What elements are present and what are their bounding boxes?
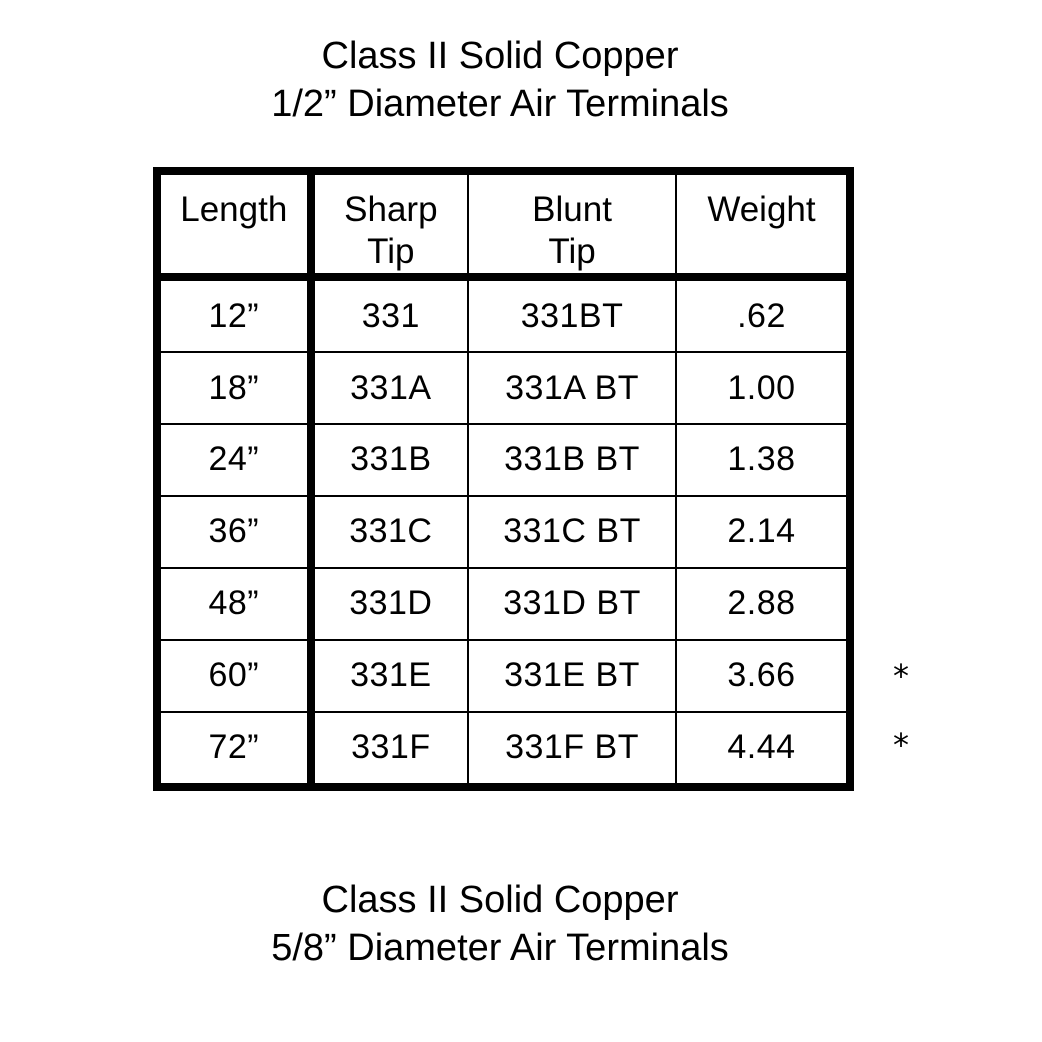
cell-length: 72”: [157, 712, 311, 787]
top-title-line-1: Class II Solid Copper: [321, 35, 679, 77]
cell-length: 48”: [157, 568, 311, 640]
cell-weight: 1.00: [676, 352, 850, 424]
cell-blunt-tip: 331A BT: [468, 352, 676, 424]
cell-sharp-tip: 331D: [311, 568, 469, 640]
header-sharp-line-1: Sharp: [344, 190, 438, 229]
cell-blunt-tip: 331BT: [468, 277, 676, 352]
table-header-row: [157, 171, 850, 277]
cell-weight: 2.88: [676, 568, 850, 640]
top-title: [0, 32, 1000, 128]
cell-length: 36”: [157, 496, 311, 568]
cell-weight: 4.44: [676, 712, 850, 787]
table-row: [157, 277, 850, 352]
bottom-title-line-1: Class II Solid Copper: [321, 879, 679, 921]
header-blunt-line-1: Blunt: [532, 190, 612, 229]
header-blunt-tip: [468, 171, 676, 277]
cell-weight: 3.66: [676, 640, 850, 712]
cell-sharp-tip: 331B: [311, 424, 469, 496]
asterisk-note-row-60: *: [893, 657, 909, 695]
cell-length: 12”: [157, 277, 311, 352]
header-sharp-tip: [311, 171, 469, 277]
header-weight: [676, 171, 850, 277]
cell-length: 24”: [157, 424, 311, 496]
header-length: [157, 171, 311, 277]
cell-sharp-tip: 331E: [311, 640, 469, 712]
cell-weight: 2.14: [676, 496, 850, 568]
header-sharp-line-2: Tip: [367, 232, 415, 271]
table-row: [157, 640, 850, 712]
cell-blunt-tip: 331D BT: [468, 568, 676, 640]
cell-sharp-tip: 331F: [311, 712, 469, 787]
top-title-line-2: 1/2” Diameter Air Terminals: [271, 83, 729, 125]
asterisk-note-row-72: *: [893, 726, 909, 764]
cell-sharp-tip: 331C: [311, 496, 469, 568]
table-row: [157, 424, 850, 496]
cell-blunt-tip: 331C BT: [468, 496, 676, 568]
cell-blunt-tip: 331E BT: [468, 640, 676, 712]
header-weight-line-1: Weight: [707, 190, 816, 229]
cell-sharp-tip: 331: [311, 277, 469, 352]
cell-blunt-tip: 331B BT: [468, 424, 676, 496]
cell-sharp-tip: 331A: [311, 352, 469, 424]
table-row: [157, 712, 850, 787]
air-terminal-table: [153, 167, 854, 791]
table-row: [157, 568, 850, 640]
header-blunt-line-2: Tip: [548, 232, 596, 271]
header-length-line-1: Length: [180, 190, 288, 229]
cell-length: 60”: [157, 640, 311, 712]
table-row: [157, 352, 850, 424]
cell-weight: 1.38: [676, 424, 850, 496]
bottom-title: [0, 876, 1000, 972]
cell-weight: .62: [676, 277, 850, 352]
cell-blunt-tip: 331F BT: [468, 712, 676, 787]
cell-length: 18”: [157, 352, 311, 424]
table-row: [157, 496, 850, 568]
bottom-title-line-2: 5/8” Diameter Air Terminals: [271, 927, 729, 969]
